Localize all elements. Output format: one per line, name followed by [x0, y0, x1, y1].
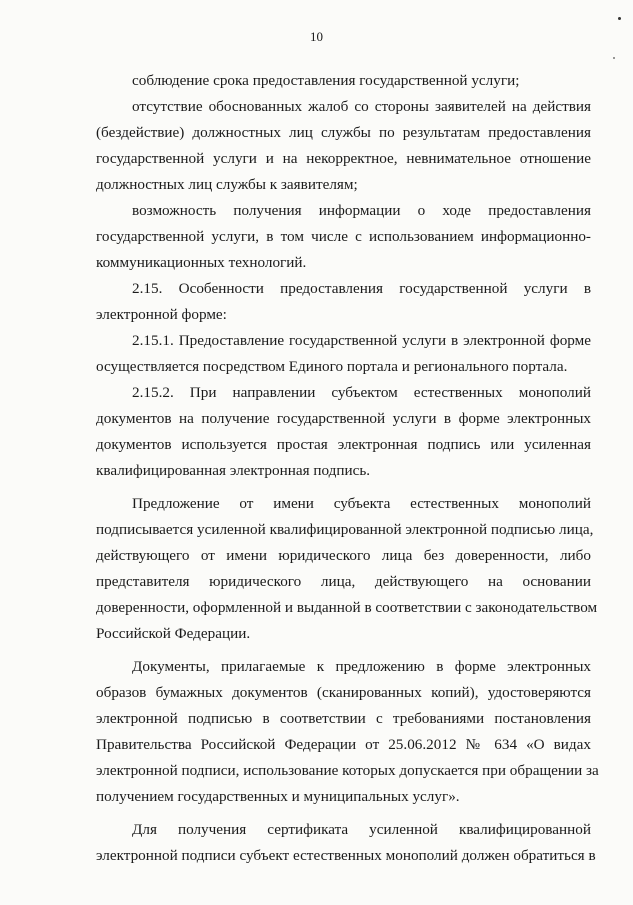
text-line: осуществляется посредством Единого портала и регионального портала.: [96, 358, 568, 375]
text-line: Предложение от имени субъекта естественных монополий: [132, 495, 591, 512]
text-line: подписывается усиленной квалифицированной электронной подписью лица,: [96, 521, 594, 538]
text-line: Для получения сертификата усиленной квалифицированной: [132, 821, 591, 838]
text-line: документов используется простая электронная подпись или усиленная: [96, 436, 591, 453]
text-line: Правительства Российской Федерации от 25.06.2012 № 634 «О видах: [96, 736, 591, 753]
text-line: действующего от имени юридического лица без доверенности, либо: [96, 547, 591, 564]
text-line: электронной форме:: [96, 306, 227, 323]
text-line: электронной подписи, использование которых допускается при обращении за: [96, 762, 599, 779]
text-line: отсутствие обоснованных жалоб со стороны заявителей на действия: [132, 98, 591, 115]
text-line: Российской Федерации.: [96, 625, 251, 642]
text-line: государственной услуги, в том числе с использованием информационно-: [96, 228, 591, 245]
text-line: 2.15.2. При направлении субъектом естественных монополий: [132, 384, 591, 401]
text-line: (бездействие) должностных лиц службы по результатам предоставления: [96, 124, 591, 141]
text-line: должностных лиц службы к заявителям;: [96, 176, 358, 193]
text-line: получением государственных и муниципальных услуг».: [96, 788, 460, 805]
text-line: Документы, прилагаемые к предложению в форме электронных: [132, 658, 591, 675]
text-line: 2.15. Особенности предоставления государственной услуги в: [132, 280, 591, 297]
text-line: документов на получение государственной услуги в форме электронных: [96, 410, 591, 427]
scan-speck: [618, 17, 621, 20]
text-line: квалифицированная электронная подпись.: [96, 462, 371, 479]
text-line: возможность получения информации о ходе предоставления: [132, 202, 591, 219]
text-line: коммуникационных технологий.: [96, 254, 307, 271]
text-line: доверенности, оформленной и выданной в соответствии с законодательством: [96, 599, 598, 616]
text-line: соблюдение срока предоставления государственной услуги;: [132, 72, 520, 89]
text-line: электронной подписью в соответствии с требованиями постановления: [96, 710, 591, 727]
text-line: государственной услуги и на некорректное, невнимательное отношение: [96, 150, 591, 167]
text-line: образов бумажных документов (сканированных копий), удостоверяются: [96, 684, 591, 701]
page-number: 10: [310, 29, 323, 44]
scan-speck: [613, 57, 615, 59]
text-line: представителя юридического лица, действующего на основании: [96, 573, 591, 590]
text-line: электронной подписи субъект естественных монополий должен обратиться в: [96, 847, 596, 864]
text-line: 2.15.1. Предоставление государственной услуги в электронной форме: [132, 332, 591, 349]
